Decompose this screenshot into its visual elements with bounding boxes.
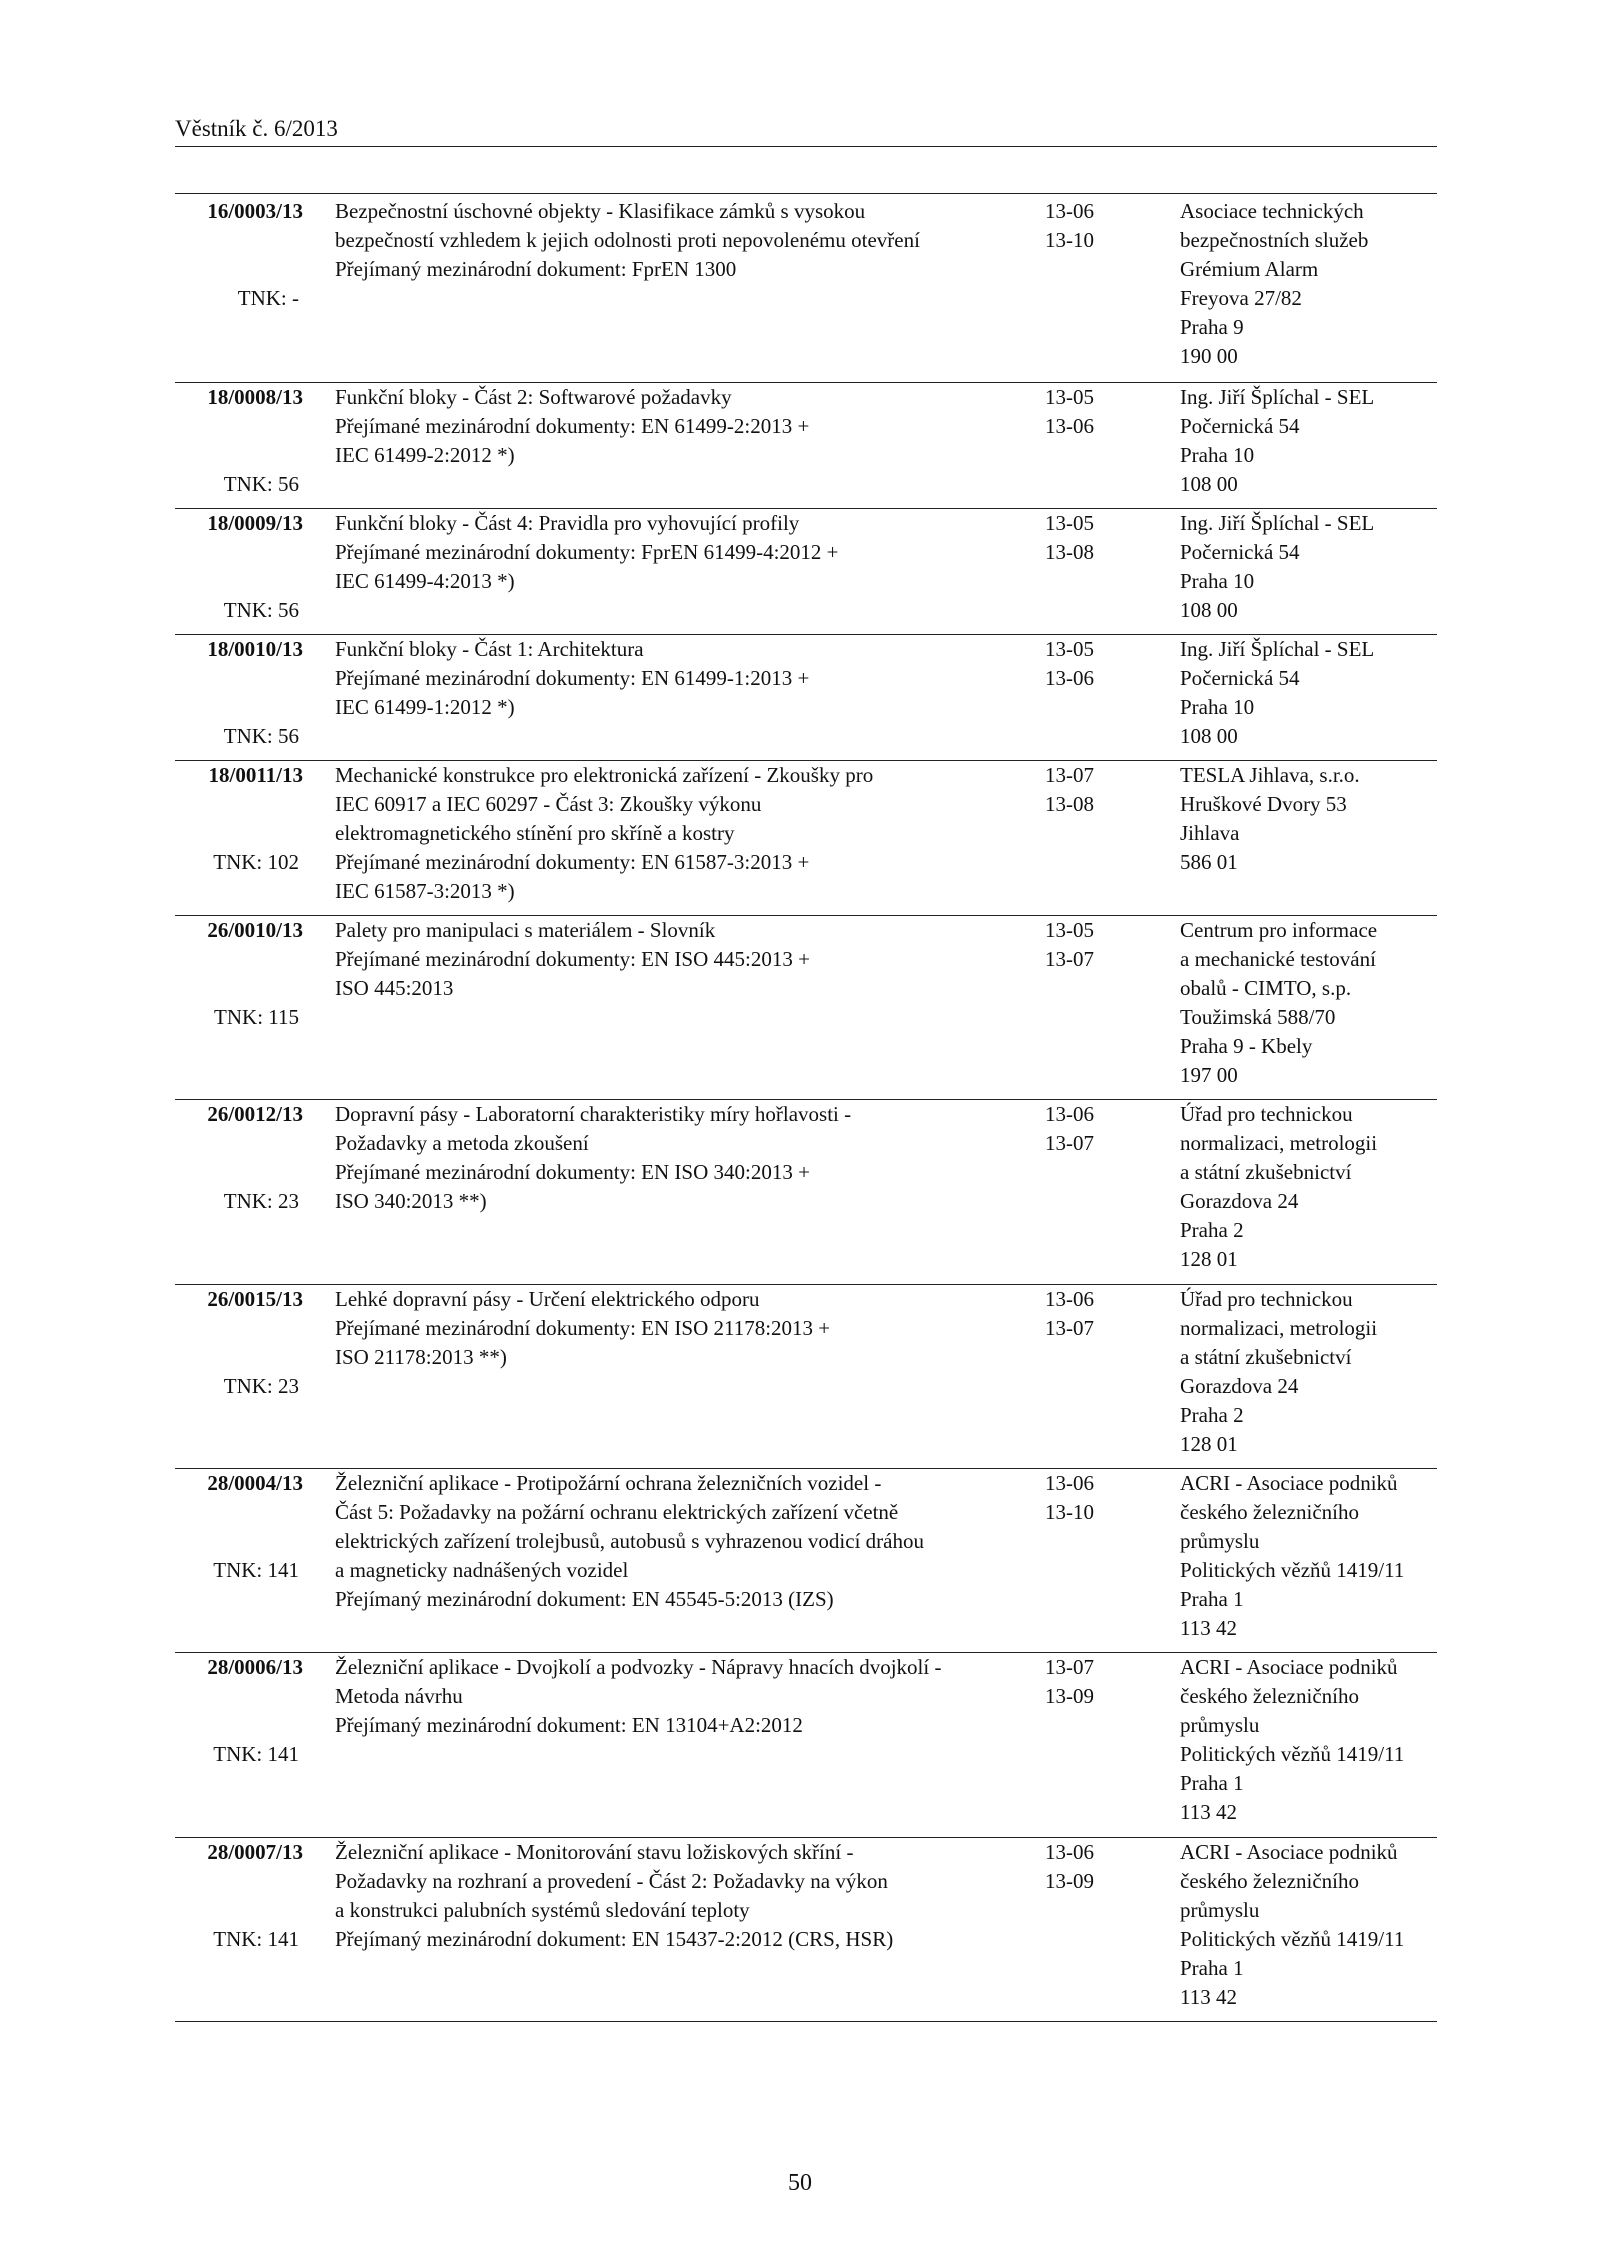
entry-id: 16/0003/13 (207, 199, 303, 223)
org-line: Politických vězňů 1419/11 (1180, 1558, 1405, 1582)
entry-dates (1045, 1285, 1125, 1343)
org-line: Praha 1 (1180, 1771, 1244, 1795)
title-line: Přejímané mezinárodní dokumenty: FprEN 61499-4:2012 + (335, 540, 839, 564)
entry-tnk: TNK: 56 (223, 724, 299, 748)
entry-dates (1045, 1838, 1125, 1896)
title-line: ISO 21178:2013 **) (335, 1345, 507, 1369)
org-line: Politických vězňů 1419/11 (1180, 1927, 1405, 1951)
entry-id: 18/0009/13 (207, 511, 303, 535)
page-number: 50 (788, 2170, 812, 2196)
date-value: 13-05 (1045, 511, 1094, 535)
entry-title (335, 197, 920, 284)
date-value: 13-09 (1045, 1869, 1094, 1893)
entry-dates (1045, 916, 1125, 974)
entries-table (175, 197, 1437, 2022)
entry-organization (1180, 383, 1440, 499)
org-line: a státní zkušebnictví (1180, 1160, 1352, 1184)
date-value: 13-06 (1045, 666, 1094, 690)
org-line: Hruškové Dvory 53 (1180, 792, 1347, 816)
entry-title (335, 383, 895, 470)
entry-id: 28/0004/13 (207, 1471, 303, 1495)
title-line: Dopravní pásy - Laboratorní charakteristiky míry hořlavosti - (335, 1102, 852, 1126)
org-line: Toužimská 588/70 (1180, 1005, 1336, 1029)
title-line: Železniční aplikace - Monitorování stavu ložiskových skříní - (335, 1840, 854, 1864)
org-line: 108 00 (1180, 724, 1238, 748)
date-value: 13-07 (1045, 763, 1094, 787)
title-line: Přejímaný mezinárodní dokument: EN 15437-2:2012 (CRS, HSR) (335, 1927, 894, 1951)
table-row (175, 197, 1437, 383)
org-line: Praha 9 - Kbely (1180, 1034, 1313, 1058)
entry-organization (1180, 1469, 1440, 1643)
date-value: 13-06 (1045, 1840, 1094, 1864)
title-line: ISO 340:2013 **) (335, 1189, 487, 1213)
org-line: Gorazdova 24 (1180, 1374, 1299, 1398)
entry-title (335, 916, 895, 1003)
entry-title (335, 509, 895, 596)
table-row (175, 916, 1437, 1100)
entry-tnk: TNK: 56 (223, 598, 299, 622)
title-line: Přejímané mezinárodní dokumenty: EN 61587-3:2013 + (335, 850, 810, 874)
date-value: 13-08 (1045, 792, 1094, 816)
entry-id: 18/0011/13 (208, 763, 303, 787)
org-line: 190 00 (1180, 344, 1238, 368)
org-line: bezpečnostních služeb (1180, 228, 1369, 252)
entry-tnk: TNK: 102 (213, 850, 299, 874)
org-line: 128 01 (1180, 1247, 1238, 1271)
org-line: 113 42 (1180, 1616, 1237, 1640)
org-line: Praha 2 (1180, 1403, 1244, 1427)
title-line: a konstrukci palubních systémů sledování teploty (335, 1898, 750, 1922)
entry-tnk: TNK: 141 (213, 1927, 299, 1951)
entry-tnk: TNK: 23 (223, 1374, 299, 1398)
org-line: Počernická 54 (1180, 666, 1300, 690)
date-value: 13-06 (1045, 1471, 1094, 1495)
org-line: Asociace technických (1180, 199, 1364, 223)
date-value: 13-07 (1045, 1131, 1094, 1155)
entry-title (335, 635, 895, 722)
org-line: Politických vězňů 1419/11 (1180, 1742, 1405, 1766)
title-line: Funkční bloky - Část 2: Softwarové požadavky (335, 385, 732, 409)
title-line: Přejímaný mezinárodní dokument: FprEN 1300 (335, 257, 737, 281)
title-line: Přejímané mezinárodní dokumenty: EN ISO 21178:2013 + (335, 1316, 831, 1340)
entry-organization (1180, 1100, 1440, 1274)
title-line: elektromagnetického stínění pro skříně a kostry (335, 821, 735, 845)
org-line: Praha 1 (1180, 1956, 1244, 1980)
title-line: Bezpečnostní úschovné objekty - Klasifikace zámků s vysokou (335, 199, 866, 223)
entry-organization (1180, 197, 1440, 371)
org-line: Úřad pro technickou (1180, 1102, 1353, 1126)
title-line: IEC 61499-1:2012 *) (335, 695, 515, 719)
title-line: Přejímané mezinárodní dokumenty: EN 61499-1:2013 + (335, 666, 810, 690)
date-value: 13-06 (1045, 414, 1094, 438)
date-value: 13-06 (1045, 1287, 1094, 1311)
entry-dates (1045, 1469, 1125, 1527)
date-value: 13-06 (1045, 1102, 1094, 1126)
org-line: Jihlava (1180, 821, 1240, 845)
date-value: 13-07 (1045, 1655, 1094, 1679)
table-top-rule (175, 193, 1437, 194)
table-row (175, 1285, 1437, 1469)
entry-tnk: TNK: 115 (214, 1005, 299, 1029)
entry-organization (1180, 1653, 1440, 1827)
org-line: Praha 1 (1180, 1587, 1244, 1611)
title-line: Přejímané mezinárodní dokumenty: EN 61499-2:2013 + (335, 414, 810, 438)
org-line: českého železničního (1180, 1684, 1359, 1708)
entry-tnk: TNK: 141 (213, 1558, 299, 1582)
date-value: 13-10 (1045, 1500, 1094, 1524)
org-line: Úřad pro technickou (1180, 1287, 1353, 1311)
entry-dates (1045, 1653, 1125, 1711)
org-line: průmyslu (1180, 1898, 1260, 1922)
entry-tnk: TNK: 56 (223, 472, 299, 496)
entry-title (335, 1285, 895, 1372)
date-value: 13-07 (1045, 947, 1094, 971)
date-value: 13-08 (1045, 540, 1094, 564)
entry-dates (1045, 761, 1125, 819)
title-line: IEC 61499-4:2013 *) (335, 569, 515, 593)
title-line: IEC 60917 a IEC 60297 - Část 3: Zkoušky výkonu (335, 792, 762, 816)
org-line: Praha 10 (1180, 695, 1255, 719)
title-line: IEC 61587-3:2013 *) (335, 879, 515, 903)
date-value: 13-09 (1045, 1684, 1094, 1708)
entry-organization (1180, 635, 1440, 751)
org-line: Grémium Alarm (1180, 257, 1319, 281)
entry-dates (1045, 509, 1125, 567)
org-line: českého železničního (1180, 1500, 1359, 1524)
org-line: 128 01 (1180, 1432, 1238, 1456)
entry-organization (1180, 1838, 1440, 2012)
page-header (175, 112, 1437, 147)
table-row (175, 509, 1437, 635)
table-row (175, 1469, 1437, 1653)
entry-title (335, 761, 895, 906)
org-line: 113 42 (1180, 1800, 1237, 1824)
title-line: Metoda návrhu (335, 1684, 463, 1708)
title-line: ISO 445:2013 (335, 976, 454, 1000)
org-line: ACRI - Asociace podniků (1180, 1655, 1398, 1679)
date-value: 13-06 (1045, 199, 1094, 223)
title-line: Přejímaný mezinárodní dokument: EN 13104+A2:2012 (335, 1713, 803, 1737)
org-line: ACRI - Asociace podniků (1180, 1840, 1398, 1864)
entry-title (335, 1469, 924, 1614)
title-line: Palety pro manipulaci s materiálem - Slovník (335, 918, 716, 942)
entry-id: 28/0006/13 (207, 1655, 303, 1679)
title-line: Mechanické konstrukce pro elektronická zařízení - Zkoušky pro (335, 763, 874, 787)
org-line: Počernická 54 (1180, 414, 1300, 438)
org-line: průmyslu (1180, 1529, 1260, 1553)
org-line: Gorazdova 24 (1180, 1189, 1299, 1213)
table-row (175, 635, 1437, 761)
title-line: a magneticky nadnášených vozidel (335, 1558, 629, 1582)
title-line: Přejímaný mezinárodní dokument: EN 45545-5:2013 (IZS) (335, 1587, 834, 1611)
org-line: průmyslu (1180, 1713, 1260, 1737)
entry-dates (1045, 383, 1125, 441)
entry-dates (1045, 635, 1125, 693)
date-value: 13-05 (1045, 918, 1094, 942)
entry-title (335, 1653, 942, 1740)
entry-organization (1180, 509, 1440, 625)
title-line: bezpečností vzhledem k jejich odolnosti proti nepovolenému otevření (335, 228, 920, 252)
entry-id: 26/0012/13 (207, 1102, 303, 1126)
org-line: Praha 2 (1180, 1218, 1244, 1242)
entry-title (335, 1100, 895, 1216)
table-row (175, 761, 1437, 916)
entry-organization (1180, 761, 1440, 877)
date-value: 13-05 (1045, 385, 1094, 409)
org-line: Praha 9 (1180, 315, 1244, 339)
org-line: 108 00 (1180, 472, 1238, 496)
title-line: Funkční bloky - Část 1: Architektura (335, 637, 644, 661)
title-line: Železniční aplikace - Protipožární ochrana železničních vozidel - (335, 1471, 882, 1495)
title-line: Přejímané mezinárodní dokumenty: EN ISO 445:2013 + (335, 947, 810, 971)
table-row (175, 1838, 1437, 2022)
org-line: Ing. Jiří Šplíchal - SEL (1180, 511, 1375, 535)
org-line: Freyova 27/82 (1180, 286, 1302, 310)
date-value: 13-07 (1045, 1316, 1094, 1340)
entry-tnk: TNK: - (237, 286, 299, 310)
title-line: Lehké dopravní pásy - Určení elektrického odporu (335, 1287, 760, 1311)
entry-id: 18/0010/13 (207, 637, 303, 661)
org-line: normalizaci, metrologii (1180, 1131, 1378, 1155)
title-line: Požadavky na rozhraní a provedení - Část 2: Požadavky na výkon (335, 1869, 888, 1893)
table-row (175, 1100, 1437, 1285)
entry-tnk: TNK: 141 (213, 1742, 299, 1766)
org-line: Praha 10 (1180, 443, 1255, 467)
org-line: 108 00 (1180, 598, 1238, 622)
title-line: elektrických zařízení trolejbusů, autobusů s vyhrazenou vodicí dráhou (335, 1529, 924, 1553)
publication-title: Věstník č. 6/2013 (175, 116, 338, 141)
title-line: Část 5: Požadavky na požární ochranu elektrických zařízení včetně (335, 1500, 899, 1524)
org-line: obalů - CIMTO, s.p. (1180, 976, 1352, 1000)
org-line: 586 01 (1180, 850, 1238, 874)
org-line: Počernická 54 (1180, 540, 1300, 564)
org-line: Praha 10 (1180, 569, 1255, 593)
entry-id: 26/0015/13 (207, 1287, 303, 1311)
org-line: českého železničního (1180, 1869, 1359, 1893)
title-line: Přejímané mezinárodní dokumenty: EN ISO 340:2013 + (335, 1160, 810, 1184)
title-line: IEC 61499-2:2012 *) (335, 443, 515, 467)
org-line: Ing. Jiří Šplíchal - SEL (1180, 385, 1375, 409)
entry-organization (1180, 916, 1440, 1090)
entry-id: 28/0007/13 (207, 1840, 303, 1864)
org-line: ACRI - Asociace podniků (1180, 1471, 1398, 1495)
title-line: Požadavky a metoda zkoušení (335, 1131, 589, 1155)
date-value: 13-05 (1045, 637, 1094, 661)
entry-id: 26/0010/13 (207, 918, 303, 942)
table-row (175, 383, 1437, 509)
date-value: 13-10 (1045, 228, 1094, 252)
org-line: Ing. Jiří Šplíchal - SEL (1180, 637, 1375, 661)
entry-dates (1045, 1100, 1125, 1158)
org-line: Centrum pro informace (1180, 918, 1378, 942)
org-line: a mechanické testování (1180, 947, 1376, 971)
title-line: Železniční aplikace - Dvojkolí a podvozky - Nápravy hnacích dvojkolí - (335, 1655, 942, 1679)
entry-organization (1180, 1285, 1440, 1459)
entry-tnk: TNK: 23 (223, 1189, 299, 1213)
table-row (175, 1653, 1437, 1838)
org-line: normalizaci, metrologii (1180, 1316, 1378, 1340)
org-line: 113 42 (1180, 1985, 1237, 2009)
org-line: a státní zkušebnictví (1180, 1345, 1352, 1369)
org-line: 197 00 (1180, 1063, 1238, 1087)
entry-id: 18/0008/13 (207, 385, 303, 409)
entry-dates (1045, 197, 1125, 255)
entry-title (335, 1838, 895, 1954)
org-line: TESLA Jihlava, s.r.o. (1180, 763, 1360, 787)
title-line: Funkční bloky - Část 4: Pravidla pro vyhovující profily (335, 511, 800, 535)
